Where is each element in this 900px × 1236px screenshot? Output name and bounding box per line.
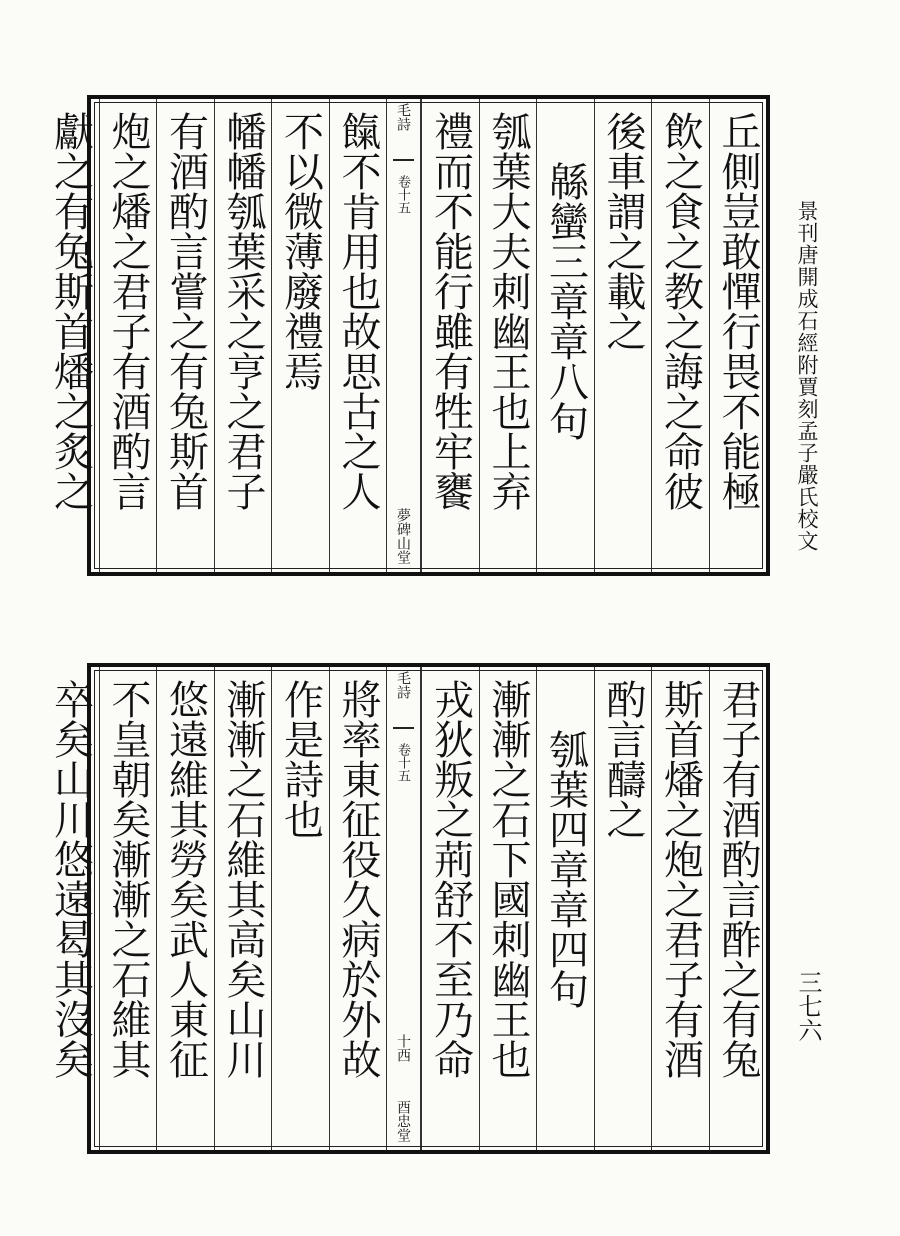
text-column: 不皇朝矣漸漸之石維其 [99,667,157,1150]
band-volume: 卷十五 [395,743,410,782]
text-column: 飲之食之教之誨之命彼 [651,99,709,572]
section-heading-column: 緜蠻三章章八句 [536,99,594,572]
text-column: 將率東征役久病於外故 [329,667,387,1150]
page-number: 三七六 [794,970,822,1042]
band-rule [393,727,414,729]
band-title: 毛詩 [395,671,411,699]
text-column: 炮之燔之君子有酒酌言 [99,99,157,572]
center-band [386,99,421,572]
text-column: 作是詩也 [271,667,329,1150]
center-band [386,667,421,1150]
text-column: 君子有酒酌言酢之有兔 [709,667,767,1150]
text-column: 獻之有兔斯首燔之炙之 [47,111,94,511]
text-column: 斯首燔之炮之君子有酒 [651,667,709,1150]
text-column: 戎狄叛之荊舒不至乃命 [421,667,479,1150]
text-column: 酌言醻之 [594,667,652,1150]
text-column: 有酒酌言嘗之有兔斯首 [156,99,214,572]
text-column: 卒矣山川悠遠曷其沒矣 [47,679,94,1079]
text-column: 漸漸之石維其高矣山川 [214,667,272,1150]
band-rule [393,159,414,161]
bottom-text-panel [47,663,770,1154]
band-folio: 十西 [395,1034,411,1062]
text-column: 餼不肯用也故思古之人 [329,99,387,572]
text-column: 後車謂之載之 [594,99,652,572]
band-volume: 卷十五 [395,175,410,214]
text-column: 幡幡瓠葉采之亨之君子 [214,99,272,572]
text-column: 禮而不能行雖有牲牢饔 [421,99,479,572]
text-column: 漸漸之石下國刺幽王也 [479,667,537,1150]
side-note: 景刊唐開成石經附賈刻孟子嚴氏校文 [795,200,819,552]
text-column: 悠遠維其勞矣武人東征 [156,667,214,1150]
section-heading-column: 瓠葉四章章四句 [536,667,594,1150]
band-footer: 夢碑山堂 [395,508,411,564]
text-column: 丘側豈敢憚行畏不能極 [709,99,767,572]
text-column: 瓠葉大夫刺幽王也上弃 [479,99,537,572]
top-text-panel [47,95,770,576]
text-column: 不以微薄廢禮焉 [271,99,329,572]
band-title: 毛詩 [395,103,411,131]
band-footer: 酉忠堂 [395,1100,411,1142]
